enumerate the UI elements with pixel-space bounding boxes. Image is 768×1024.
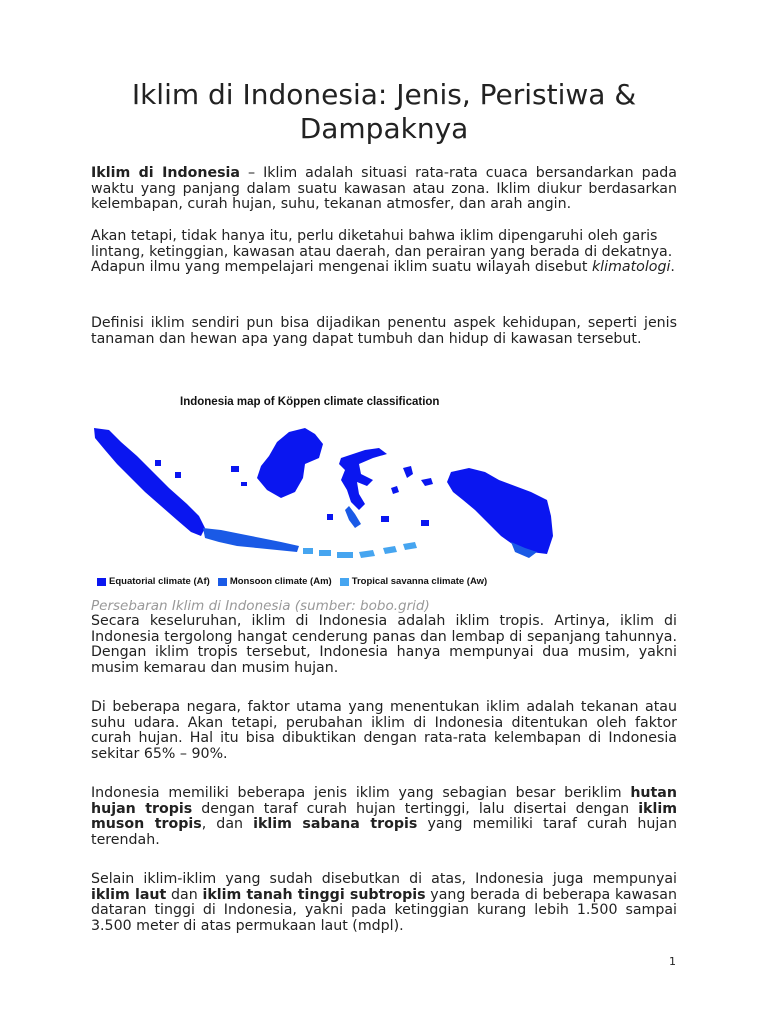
map-legend <box>97 576 487 587</box>
map-region-nusa-tenggara <box>303 542 417 558</box>
term-iklim-muson-tropis: iklim muson tropis <box>91 800 677 833</box>
climate-map-figure <box>91 390 561 590</box>
paragraph-definition: Definisi iklim sendiri pun bisa dijadikan penentu aspek kehidupan, seperti jenis tanaman dan hewan apa yang dapat tumbuh dan hidup di kawasan tersebut. <box>91 315 677 347</box>
legend-swatch-aw <box>340 578 349 586</box>
legend-swatch-am <box>218 578 227 586</box>
legend-item-am <box>218 576 332 587</box>
paragraph-rainfall: Di beberapa negara, faktor utama yang menentukan iklim adalah tekanan atau suhu udara. Akan tetapi, perubahan iklim di Indonesia ditentukan oleh faktor curah hujan. Hal itu bisa dibuktikan dengan rata-rata kelembapan di Indonesia sekitar 65% – 90%. <box>91 699 677 762</box>
other-text-1: Selain iklim-iklim yang sudah disebutkan di atas, Indonesia juga mempunyai <box>91 871 677 887</box>
term-iklim-sabana-tropis: iklim sabana tropis <box>253 816 418 833</box>
paragraph-factors <box>91 229 677 276</box>
types-text-4: yang memiliki taraf curah hujan terendah. <box>91 816 677 848</box>
map-region-java <box>203 528 299 552</box>
page-number: 1 <box>669 955 676 968</box>
legend-label-aw: Tropical savanna climate (Aw) <box>351 576 488 587</box>
map-region-maluku <box>391 466 433 494</box>
paragraph-tropical: Secara keseluruhan, iklim di Indonesia adalah iklim tropis. Artinya, iklim di Indonesia tergolong hangat cenderung panas dan lembap di sepanjang tahunnya. Dengan iklim tropis tersebut, Indonesia hanya mempunyai dua musim, yakni musim kemarau dan musim hujan. <box>91 613 677 676</box>
map-region-sumatra <box>94 428 205 536</box>
types-text-1: Indonesia memiliki beberapa jenis iklim yang sebagian besar beriklim <box>91 785 631 801</box>
factors-end: . <box>670 259 675 276</box>
figure-title: Indonesia map of Köppen climate classification <box>180 396 440 408</box>
map-region-kalimantan <box>257 428 323 498</box>
legend-item-aw <box>340 576 488 587</box>
factors-text: Akan tetapi, tidak hanya itu, perlu diketahui bahwa iklim dipengaruhi oleh garis lintang, ketinggian, kawasan atau daerah, dan perairan yang berada di dekatnya. Adapun ilmu yang mempelajari mengenai iklim suatu wilayah disebut <box>91 228 673 276</box>
types-text-3: , dan <box>201 816 254 833</box>
other-text-2: dan <box>166 886 203 903</box>
page-title: Iklim di Indonesia: Jenis, Peristiwa & Dampaknya <box>131 78 637 145</box>
term-iklim-laut: iklim laut <box>91 886 167 903</box>
indonesia-climate-map <box>91 420 561 570</box>
other-text-3: yang berada di beberapa kawasan dataran tinggi di Indonesia, yakni pada ketinggian kurang lebih 1.500 sampai 3.500 meter di atas permukaan laut (mdpl). <box>91 886 677 934</box>
paragraph-climate-types <box>91 786 677 848</box>
map-region-papua <box>447 468 553 554</box>
klimatologi-term: klimatologi <box>591 259 671 276</box>
figure-caption: Persebaran Iklim di Indonesia (sumber: bobo.grid) <box>91 598 430 614</box>
legend-swatch-af <box>97 578 106 586</box>
intro-bold-term: Iklim di Indonesia <box>91 165 240 181</box>
paragraph-intro <box>91 166 677 213</box>
paragraph-other-climates <box>91 872 677 934</box>
map-region-sulawesi <box>339 448 387 510</box>
intro-text: – Iklim adalah situasi rata-rata cuaca bersandarkan pada waktu yang panjang dalam suatu kawasan atau zona. Iklim diukur berdasarkan kelembapan, curah hujan, suhu, tekanan atmosfer, dan arah angin. <box>91 165 677 213</box>
term-hutan-hujan-tropis: hutan hujan tropis <box>91 785 677 817</box>
legend-label-af: Equatorial climate (Af) <box>109 576 210 587</box>
types-text-2: dengan taraf curah hujan tertinggi, lalu disertai dengan <box>192 800 639 817</box>
term-iklim-tanah-tinggi: iklim tanah tinggi subtropis <box>202 886 426 903</box>
legend-item-af <box>97 576 210 587</box>
legend-label-am: Monsoon climate (Am) <box>229 576 332 587</box>
